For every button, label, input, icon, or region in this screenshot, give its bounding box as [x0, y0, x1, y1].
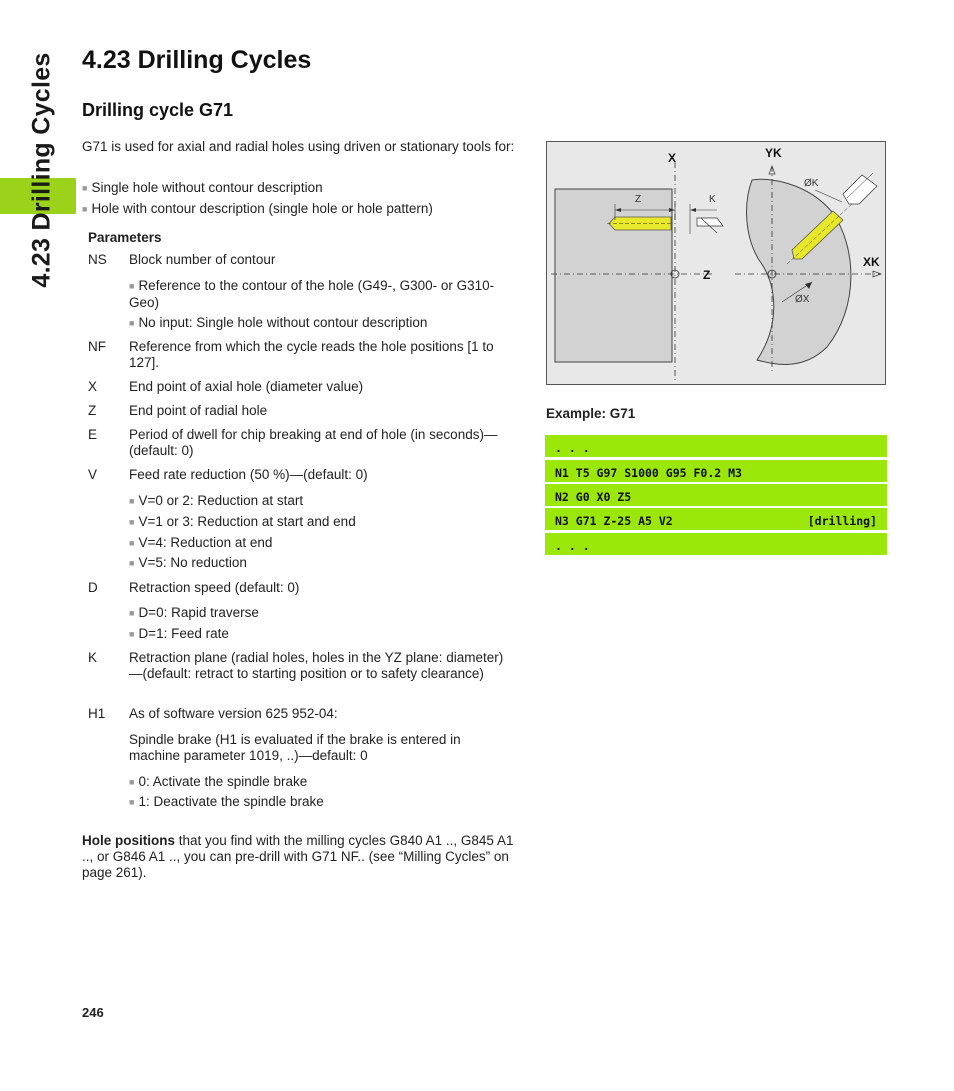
code-comment: [drilling]	[807, 514, 877, 528]
param-desc: Reference from which the cycle reads the hole positions [1 to 127].	[129, 339, 494, 370]
param-option: ■ No input: Single hole without contour description	[129, 315, 521, 332]
param-code: D	[88, 580, 98, 595]
code-line: . . .	[545, 435, 887, 457]
param-desc: As of software version 625 952-04:	[129, 706, 338, 721]
param-desc: Period of dwell for chip breaking at end of hole (in seconds)—(default: 0)	[129, 427, 498, 458]
param-desc: Feed rate reduction (50 %)—(default: 0)	[129, 467, 368, 482]
label-dk: ØK	[804, 178, 819, 189]
label-x: X	[668, 151, 677, 165]
param-desc: End point of axial hole (diameter value)	[129, 379, 364, 394]
drilling-diagram-svg	[547, 142, 885, 384]
example-label: Example: G71	[546, 406, 636, 421]
param-code: NF	[88, 339, 106, 354]
param-option: ■ 1: Deactivate the spindle brake	[129, 794, 521, 811]
label-z-axis: Z	[703, 268, 711, 282]
param-option: ■ D=0: Rapid traverse	[129, 605, 521, 622]
param-desc: Block number of contour	[129, 252, 276, 267]
param-code: E	[88, 427, 98, 442]
param-option: ■ V=1 or 3: Reduction at start and end	[129, 514, 521, 531]
param-code: K	[88, 650, 98, 665]
param-desc: Retraction speed (default: 0)	[129, 580, 300, 595]
code-line: N1 T5 G97 S1000 G95 F0.2 M3	[545, 460, 887, 482]
page-number: 246	[82, 1005, 104, 1020]
side-section-title: 4.23 Drilling Cycles	[27, 52, 56, 288]
param-note: Spindle brake (H1 is evaluated if the brake is entered in machine parameter 1019, ..)—default: 0	[129, 732, 461, 763]
page-heading: 4.23 Drilling Cycles	[82, 46, 312, 74]
label-xk: XK	[863, 255, 880, 269]
param-option: ■ V=4: Reduction at end	[129, 535, 521, 552]
hole-positions-term: Hole positions	[82, 833, 176, 848]
param-option: ■ V=5: No reduction	[129, 555, 521, 572]
label-dx: ØX	[795, 294, 810, 305]
parameters-heading: Parameters	[88, 230, 162, 245]
label-k-dim: K	[709, 194, 716, 205]
code-line: N2 G0 X0 Z5	[545, 484, 887, 506]
param-option: ■ Reference to the contour of the hole (G49-, G300- or G310-Geo)	[129, 278, 521, 311]
intro-bullet: ■ Single hole without contour description	[82, 180, 323, 197]
param-code: Z	[88, 403, 97, 418]
intro-bullet: ■ Hole with contour description (single hole or hole pattern)	[82, 201, 433, 218]
label-yk: YK	[765, 146, 782, 160]
param-code: V	[88, 467, 98, 482]
param-code: H1	[88, 706, 106, 721]
hole-positions-paragraph	[82, 833, 527, 881]
param-option: ■ 0: Activate the spindle brake	[129, 774, 521, 791]
param-desc: Retraction plane (radial holes, holes in the YZ plane: diameter)—(default: retract to starting position or to safety clearance)	[129, 650, 504, 681]
intro-paragraph: G71 is used for axial and radial holes using driven or stationary tools for:	[82, 139, 515, 154]
param-option: ■ V=0 or 2: Reduction at start	[129, 493, 521, 510]
label-z-dim: Z	[635, 194, 642, 205]
drilling-diagram	[546, 141, 886, 385]
round-workpiece	[747, 179, 851, 364]
param-code: X	[88, 379, 98, 394]
section-subheading: Drilling cycle G71	[82, 100, 234, 120]
code-line: N3 G71 Z-25 A5 V2 [drilling]	[545, 508, 887, 530]
workpiece-block	[555, 189, 672, 362]
hole-positions-text: that you find with the milling cycles G840 A1 .., G845 A1 .., or G846 A1 .., you can pre-drill with G71 NF.. (see “Milling Cycles” on page 261).	[82, 833, 514, 880]
param-desc: End point of radial hole	[129, 403, 268, 418]
param-option: ■ D=1: Feed rate	[129, 626, 521, 643]
code-line: . . .	[545, 533, 887, 555]
param-code: NS	[88, 252, 107, 267]
